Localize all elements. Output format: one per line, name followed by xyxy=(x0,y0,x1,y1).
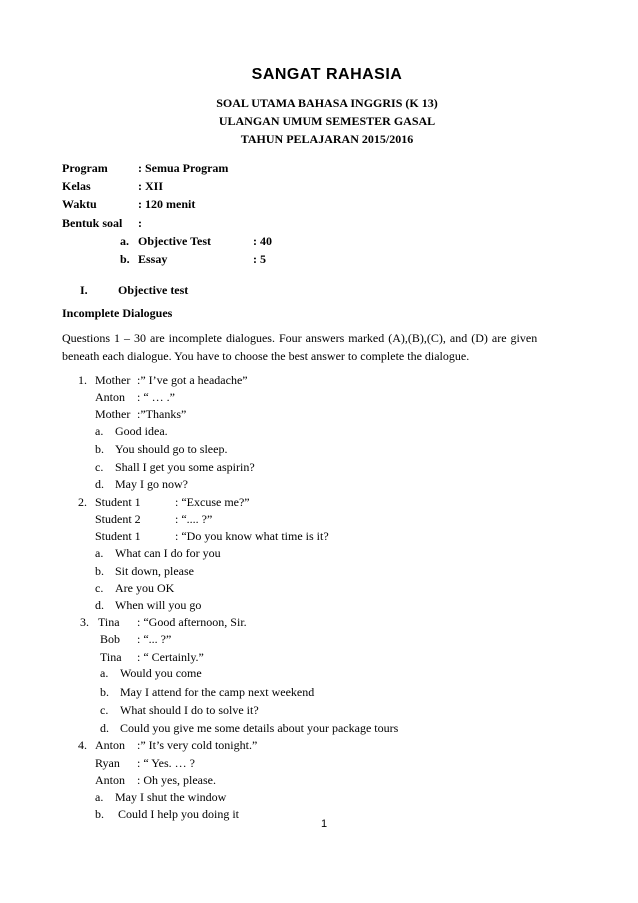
q1-option-b[interactable]: You should go to sleep. xyxy=(115,442,228,456)
bentuk-soal-colon: : xyxy=(138,216,142,230)
q3-option-letter-a: a. xyxy=(100,666,109,680)
q3-speaker-3: Tina xyxy=(100,650,122,664)
program-label: Program xyxy=(62,161,108,175)
question-number-4: 4. xyxy=(78,738,87,752)
q4-line-3: : Oh yes, please. xyxy=(137,773,216,787)
q3-option-letter-d: d. xyxy=(100,721,109,735)
q4-speaker-3: Anton xyxy=(95,773,125,787)
program-value: : Semua Program xyxy=(138,161,229,175)
q4-speaker-2: Ryan xyxy=(95,756,120,770)
section-title: Objective test xyxy=(118,283,189,297)
page-number: 1 xyxy=(320,818,328,830)
q2-option-letter-c: c. xyxy=(95,581,104,595)
header-line-2: ULANGAN UMUM SEMESTER GASAL xyxy=(218,114,436,128)
q3-option-c[interactable]: What should I do to solve it? xyxy=(120,703,259,717)
q3-speaker-1: Tina xyxy=(98,615,120,629)
q2-speaker-3: Student 1 xyxy=(95,529,141,543)
q2-option-letter-b: b. xyxy=(95,564,104,578)
q3-line-3: : “ Certainly.” xyxy=(137,650,204,664)
form-count-essay: : 5 xyxy=(253,252,266,266)
q2-option-c[interactable]: Are you OK xyxy=(115,581,175,595)
q2-speaker-1: Student 1 xyxy=(95,495,141,509)
q2-option-b[interactable]: Sit down, please xyxy=(115,564,194,578)
q1-speaker-3: Mother xyxy=(95,407,131,421)
q1-option-d[interactable]: May I go now? xyxy=(115,477,188,491)
q4-line-1: :” It’s very cold tonight.” xyxy=(137,738,258,752)
instructions-line-2: beneath each dialogue. You have to choose the best answer to complete the dialogue. xyxy=(62,349,470,363)
q2-speaker-2: Student 2 xyxy=(95,512,141,526)
header-line-1: SOAL UTAMA BAHASA INGGRIS (K 13) xyxy=(216,96,438,110)
q3-speaker-2: Bob xyxy=(100,632,121,646)
question-number-3: 3. xyxy=(80,615,89,629)
q1-option-letter-a: a. xyxy=(95,424,104,438)
form-count-objective: : 40 xyxy=(253,234,272,248)
q2-option-letter-a: a. xyxy=(95,546,104,560)
q4-option-letter-a: a. xyxy=(95,790,104,804)
bentuk-soal-label: Bentuk soal xyxy=(62,216,123,230)
q2-option-letter-d: d. xyxy=(95,598,104,612)
q3-option-d[interactable]: Could you give me some details about your package tours xyxy=(120,721,399,735)
q1-option-letter-d: d. xyxy=(95,477,104,491)
header-line-3: TAHUN PELAJARAN 2015/2016 xyxy=(240,132,414,146)
subsection-title: Incomplete Dialogues xyxy=(62,306,173,320)
q1-line-2: : “ … .” xyxy=(137,390,175,404)
instructions-line-1: Questions 1 – 30 are incomplete dialogues. Four answers marked (A),(B),(C), and (D) are given xyxy=(62,331,538,345)
q4-option-letter-b: b. xyxy=(95,807,104,821)
q2-option-d[interactable]: When will you go xyxy=(115,598,202,612)
q3-option-a[interactable]: Would you come xyxy=(120,666,202,680)
kelas-label: Kelas xyxy=(62,179,91,193)
q3-option-letter-b: b. xyxy=(100,685,109,699)
form-letter-a: a. xyxy=(120,234,129,248)
section-numeral: I. xyxy=(80,283,88,297)
q4-option-a[interactable]: May I shut the window xyxy=(115,790,227,804)
q1-option-c[interactable]: Shall I get you some aspirin? xyxy=(115,460,255,474)
question-number-1: 1. xyxy=(78,373,87,387)
q4-speaker-1: Anton xyxy=(95,738,125,752)
q4-option-b[interactable]: Could I help you doing it xyxy=(118,807,239,821)
q3-line-1: : “Good afternoon, Sir. xyxy=(137,615,247,629)
q1-option-a[interactable]: Good idea. xyxy=(115,424,168,438)
form-letter-b: b. xyxy=(120,252,130,266)
question-number-2: 2. xyxy=(78,495,87,509)
q2-line-1: : “Excuse me?” xyxy=(175,495,250,509)
q3-line-2: : “... ?” xyxy=(137,632,172,646)
q1-line-1: :” I’ve got a headache” xyxy=(137,373,248,387)
q3-option-letter-c: c. xyxy=(100,703,109,717)
q2-line-3: : “Do you know what time is it? xyxy=(175,529,329,543)
waktu-label: Waktu xyxy=(62,197,97,211)
q3-option-b[interactable]: May I attend for the camp next weekend xyxy=(120,685,315,699)
q1-option-letter-c: c. xyxy=(95,460,104,474)
form-name-objective: Objective Test xyxy=(138,234,211,248)
q1-speaker-2: Anton xyxy=(95,390,125,404)
q1-speaker-1: Mother xyxy=(95,373,131,387)
q4-line-2: : “ Yes. … ? xyxy=(137,756,196,770)
kelas-value: : XII xyxy=(138,179,164,193)
q1-option-letter-b: b. xyxy=(95,442,104,456)
document-title: SANGAT RAHASIA xyxy=(251,66,403,83)
q2-line-2: : “.... ?” xyxy=(175,512,213,526)
q1-line-3: :”Thanks” xyxy=(137,407,187,421)
q2-option-a[interactable]: What can I do for you xyxy=(115,546,221,560)
waktu-value: : 120 menit xyxy=(138,197,196,211)
form-name-essay: Essay xyxy=(138,252,168,266)
